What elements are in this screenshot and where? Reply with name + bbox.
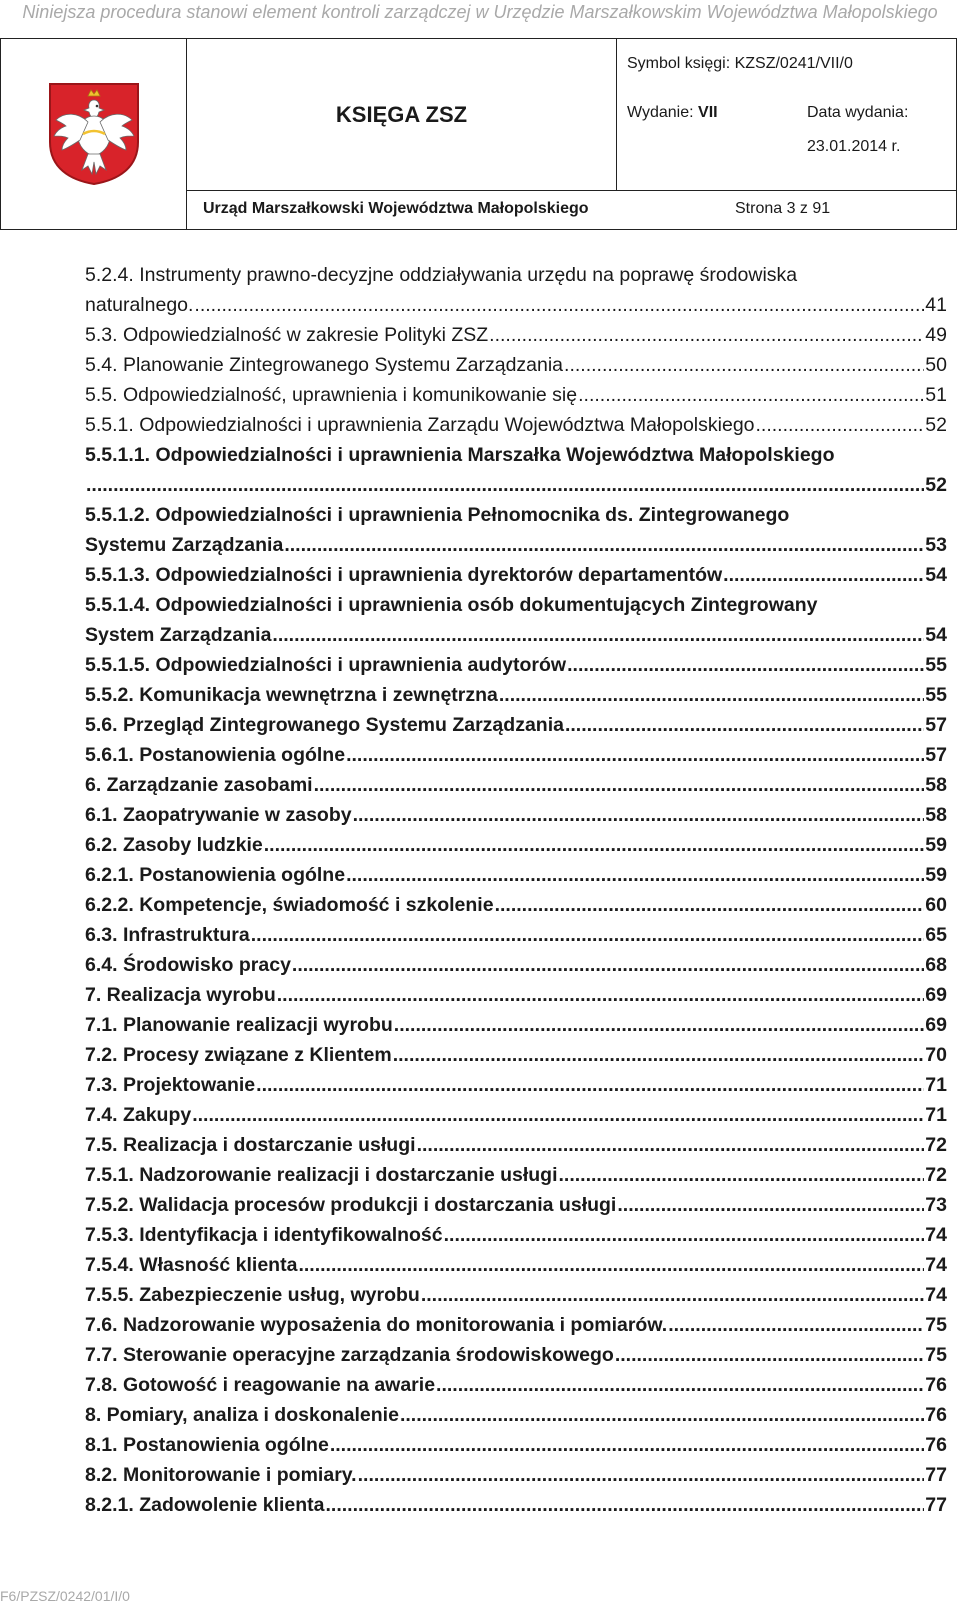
toc-entry-page: 41 <box>925 294 947 316</box>
toc-entry-page: 50 <box>925 354 947 376</box>
toc-entry-page: 77 <box>925 1464 947 1486</box>
toc-entry-label-line: 5.2.4. Instrumenty prawno-decyzjne oddziaływania urzędu na poprawę środowiska <box>85 264 798 286</box>
toc-dot-leader <box>251 920 925 950</box>
toc-entry[interactable] <box>85 1100 947 1130</box>
toc-dot-leader <box>346 860 924 890</box>
toc-entry-label: 7.5. Realizacja i dostarczanie usługi <box>85 1134 416 1156</box>
toc-dot-leader <box>326 1490 925 1520</box>
toc-entry-page: 58 <box>925 804 947 826</box>
toc-entry-label: 8. Pomiary, analiza i doskonalenie <box>85 1404 399 1426</box>
toc-entry-label: 5.5. Odpowiedzialność, uprawnienia i komunikowanie się <box>85 384 578 406</box>
toc-entry-label: 5.5.1. Odpowiedzialności i uprawnienia Zarządu Województwa Małopolskiego <box>85 414 755 436</box>
toc-dot-leader <box>256 1070 924 1100</box>
issue-date-label: Data wydania: <box>807 104 909 121</box>
toc-entry[interactable] <box>85 1160 947 1190</box>
toc-entry-page: 74 <box>925 1284 947 1306</box>
toc-entry-label: naturalnego. <box>85 294 194 316</box>
toc-dot-leader <box>567 650 924 680</box>
toc-entry-label: 5.6.1. Postanowienia ogólne <box>85 744 346 766</box>
toc-entry-page: 59 <box>925 834 947 856</box>
edition-value: VII <box>698 104 718 121</box>
toc-entry-page: 76 <box>925 1374 947 1396</box>
toc-entry[interactable] <box>85 500 947 560</box>
toc-dot-leader <box>668 1310 924 1340</box>
toc-dot-leader <box>194 290 924 320</box>
toc-entry-label: 7.8. Gotowość i reagowanie na awarie <box>85 1374 436 1396</box>
toc-entry-label: 7.5.1. Nadzorowanie realizacji i dostarczanie usługi <box>85 1164 558 1186</box>
toc-entry-label: 8.1. Postanowienia ogólne <box>85 1434 329 1456</box>
toc-entry[interactable] <box>85 1370 947 1400</box>
toc-dot-leader <box>330 1430 924 1460</box>
toc-dot-leader <box>86 470 924 500</box>
toc-entry[interactable] <box>85 1430 947 1460</box>
toc-entry-page: 77 <box>925 1494 947 1516</box>
toc-entry-page: 53 <box>925 534 947 556</box>
toc-entry-label: 6.3. Infrastruktura <box>85 924 250 946</box>
toc-entry-label: 7.5.2. Walidacja procesów produkcji i dostarczania usługi <box>85 1194 617 1216</box>
toc-entry-label: 6.1. Zaopatrywanie w zasoby <box>85 804 352 826</box>
toc-entry-page: 49 <box>925 324 947 346</box>
toc-entry[interactable] <box>85 320 947 350</box>
toc-entry-page: 74 <box>925 1254 947 1276</box>
toc-dot-leader <box>564 350 924 380</box>
toc-entry-label: Systemu Zarządzania <box>85 534 284 556</box>
toc-entry-page: 55 <box>925 684 947 706</box>
toc-entry-page: 58 <box>925 774 947 796</box>
toc-entry[interactable] <box>85 980 947 1010</box>
toc-dot-leader <box>400 1400 924 1430</box>
toc-dot-leader <box>284 530 924 560</box>
document-meta <box>617 39 956 191</box>
toc-entry[interactable] <box>85 1130 947 1160</box>
toc-entry[interactable] <box>85 350 947 380</box>
toc-dot-leader <box>615 1340 924 1370</box>
form-code: F6/PZSZ/0242/01/I/0 <box>0 1588 130 1604</box>
malopolska-coat-of-arms-icon <box>48 82 140 186</box>
toc-entry-page: 59 <box>925 864 947 886</box>
toc-entry-label: 8.2. Monitorowanie i pomiary. <box>85 1464 357 1486</box>
toc-dot-leader <box>723 560 924 590</box>
toc-entry[interactable] <box>85 1460 947 1490</box>
toc-dot-leader <box>444 1220 925 1250</box>
toc-dot-leader <box>346 740 924 770</box>
toc-entry-page: 69 <box>925 984 947 1006</box>
toc-entry-page: 55 <box>925 654 947 676</box>
toc-dot-leader <box>358 1460 925 1490</box>
issue-date: 23.01.2014 r. <box>807 138 901 155</box>
toc-entry[interactable] <box>85 680 947 710</box>
toc-entry[interactable] <box>85 1400 947 1430</box>
toc-dot-leader <box>565 710 924 740</box>
toc-entry[interactable] <box>85 1250 947 1280</box>
toc-entry-label-line: 5.5.1.1. Odpowiedzialności i uprawnienia Marszałka Województwa Małopolskiego <box>85 444 835 466</box>
toc-entry[interactable] <box>85 1010 947 1040</box>
toc-entry[interactable] <box>85 1490 947 1520</box>
toc-entry[interactable] <box>85 860 947 890</box>
toc-entry[interactable] <box>85 950 947 980</box>
toc-entry-label: 5.5.1.5. Odpowiedzialności i uprawnienia audytorów <box>85 654 567 676</box>
toc-entry[interactable] <box>85 440 947 500</box>
edition-label: Wydanie: <box>627 104 694 121</box>
toc-entry-label: 8.2.1. Zadowolenie klienta <box>85 1494 325 1516</box>
page-number: Strona 3 z 91 <box>735 200 831 217</box>
book-symbol: Symbol księgi: KZSZ/0241/VII/0 <box>627 55 853 72</box>
toc-entry-page: 54 <box>925 624 947 646</box>
toc-dot-leader <box>192 1100 924 1130</box>
toc-entry-page: 52 <box>925 414 947 436</box>
toc-entry-label: 7.7. Sterowanie operacyjne zarządzania środowiskowego <box>85 1344 614 1366</box>
toc-entry[interactable] <box>85 800 947 830</box>
toc-entry-page: 72 <box>925 1164 947 1186</box>
toc-entry-page: 71 <box>925 1074 947 1096</box>
toc-entry-page: 73 <box>925 1194 947 1216</box>
toc-entry-label: 7.5.5. Zabezpieczenie usług, wyrobu <box>85 1284 420 1306</box>
toc-entry[interactable] <box>85 830 947 860</box>
toc-entry-page: 57 <box>925 714 947 736</box>
toc-entry-label: 5.3. Odpowiedzialność w zakresie Polityki ZSZ <box>85 324 489 346</box>
toc-entry-label-line: 5.5.1.2. Odpowiedzialności i uprawnienia Pełnomocnika ds. Zintegrowanego <box>85 504 790 526</box>
toc-entry-label: 7.2. Procesy związane z Klientem <box>85 1044 392 1066</box>
toc-entry[interactable] <box>85 1190 947 1220</box>
toc-entry[interactable] <box>85 710 947 740</box>
toc-entry-page: 75 <box>925 1314 947 1336</box>
toc-entry[interactable] <box>85 1340 947 1370</box>
toc-entry-label: 7.3. Projektowanie <box>85 1074 256 1096</box>
toc-entry[interactable] <box>85 260 947 320</box>
toc-entry[interactable] <box>85 920 947 950</box>
toc-entry[interactable] <box>85 410 947 440</box>
toc-dot-leader <box>617 1190 924 1220</box>
toc-dot-leader <box>393 1040 925 1070</box>
toc-entry-page: 68 <box>925 954 947 976</box>
toc-entry-label: 7.4. Zakupy <box>85 1104 192 1126</box>
toc-entry-page: 51 <box>925 384 947 406</box>
toc-entry[interactable] <box>85 1310 947 1340</box>
toc-entry[interactable] <box>85 560 947 590</box>
toc-entry-label: System Zarządzania <box>85 624 272 646</box>
header-footer-row <box>187 191 956 229</box>
toc-entry-page: 57 <box>925 744 947 766</box>
toc-dot-leader <box>489 320 924 350</box>
toc-dot-leader <box>436 1370 924 1400</box>
toc-entry-page: 72 <box>925 1134 947 1156</box>
toc-entry-label: 5.4. Planowanie Zintegrowanego Systemu Zarządzania <box>85 354 564 376</box>
toc-entry-label: 7. Realizacja wyrobu <box>85 984 276 1006</box>
office-name: Urząd Marszałkowski Województwa Małopolskiego <box>203 200 589 217</box>
toc-dot-leader <box>314 770 925 800</box>
toc-entry-label: 6. Zarządzanie zasobami <box>85 774 313 796</box>
toc-entry-page: 76 <box>925 1434 947 1456</box>
crest-cell <box>1 39 187 229</box>
toc-dot-leader <box>495 890 925 920</box>
toc-entry-page: 70 <box>925 1044 947 1066</box>
toc-entry-label: 6.2. Zasoby ludzkie <box>85 834 263 856</box>
toc-entry-page: 52 <box>925 474 947 496</box>
toc-dot-leader <box>298 1250 924 1280</box>
toc-entry-page: 76 <box>925 1404 947 1426</box>
toc-dot-leader <box>292 950 924 980</box>
toc-entry-label: 6.4. Środowisko pracy <box>85 954 291 976</box>
book-title: KSIĘGA ZSZ <box>187 39 617 191</box>
toc-dot-leader <box>756 410 925 440</box>
toc-entry-label: 5.5.1.3. Odpowiedzialności i uprawnienia dyrektorów departamentów <box>85 564 723 586</box>
toc-entry-label: 5.5.2. Komunikacja wewnętrzna i zewnętrzna <box>85 684 498 706</box>
toc-dot-leader <box>499 680 924 710</box>
toc-entry[interactable] <box>85 770 947 800</box>
toc-entry-page: 75 <box>925 1344 947 1366</box>
toc-dot-leader <box>277 980 925 1010</box>
toc-entry[interactable] <box>85 1070 947 1100</box>
toc-entry-page: 74 <box>925 1224 947 1246</box>
toc-entry-page: 71 <box>925 1104 947 1126</box>
toc-entry-label: 7.5.4. Własność klienta <box>85 1254 298 1276</box>
toc-dot-leader <box>264 830 925 860</box>
document-header <box>0 38 957 230</box>
toc-entry-label: 5.6. Przegląd Zintegrowanego Systemu Zarządzania <box>85 714 564 736</box>
table-of-contents <box>85 260 947 1520</box>
toc-dot-leader <box>272 620 924 650</box>
toc-dot-leader <box>578 380 924 410</box>
toc-dot-leader <box>559 1160 925 1190</box>
toc-entry-page: 60 <box>925 894 947 916</box>
procedure-note: Niniejsza procedura stanowi element kontroli zarządczej w Urzędzie Marszałkowskim Województwa Małopolskiego <box>22 2 938 22</box>
toc-dot-leader <box>421 1280 924 1310</box>
toc-entry-page: 54 <box>925 564 947 586</box>
toc-entry[interactable] <box>85 590 947 650</box>
toc-entry[interactable] <box>85 740 947 770</box>
toc-dot-leader <box>417 1130 925 1160</box>
toc-entry-label: 7.6. Nadzorowanie wyposażenia do monitorowania i pomiarów. <box>85 1314 668 1336</box>
toc-entry-label: 6.2.1. Postanowienia ogólne <box>85 864 346 886</box>
toc-dot-leader <box>394 1010 925 1040</box>
toc-entry-page: 65 <box>925 924 947 946</box>
toc-entry-label: 7.5.3. Identyfikacja i identyfikowalność <box>85 1224 443 1246</box>
toc-entry[interactable] <box>85 380 947 410</box>
toc-entry-page: 69 <box>925 1014 947 1036</box>
toc-entry[interactable] <box>85 1280 947 1310</box>
edition <box>627 104 718 122</box>
toc-entry[interactable] <box>85 650 947 680</box>
toc-dot-leader <box>353 800 925 830</box>
toc-entry-label: 7.1. Planowanie realizacji wyrobu <box>85 1014 393 1036</box>
toc-entry-label: 6.2.2. Kompetencje, świadomość i szkolenie <box>85 894 494 916</box>
toc-entry-label-line: 5.5.1.4. Odpowiedzialności i uprawnienia osób dokumentujących Zintegrowany <box>85 594 818 616</box>
toc-entry[interactable] <box>85 1040 947 1070</box>
toc-entry[interactable] <box>85 890 947 920</box>
toc-entry[interactable] <box>85 1220 947 1250</box>
